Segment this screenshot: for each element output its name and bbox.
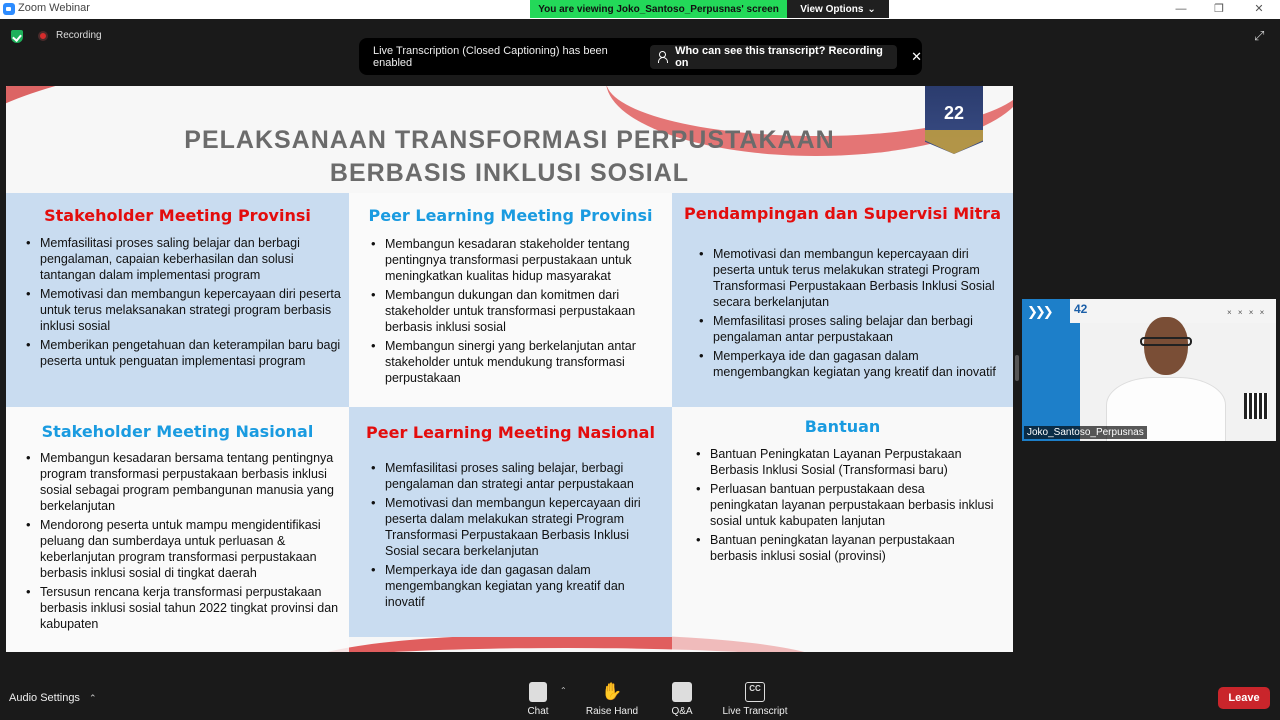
who-can-see-button[interactable] xyxy=(650,45,897,69)
recording-label: Recording xyxy=(56,30,102,41)
raise-hand-button[interactable] xyxy=(572,682,652,717)
list-item: • Mendorong peserta untuk mampu mengidentifikasi peluang dan sumberdaya untuk perluasan & keberlanjutan program transformasi perpustakaan berbasis inklusi sosial di tingkat daerah xyxy=(26,517,341,581)
cell-stakeholder-meeting-provinsi xyxy=(6,193,349,407)
bullet-list xyxy=(26,450,341,635)
arrow-graphic-icon: ❯❯❯ xyxy=(1027,304,1051,319)
security-shield-icon[interactable] xyxy=(11,30,23,43)
zoom-logo-icon xyxy=(3,3,15,15)
chat-icon xyxy=(529,682,547,702)
cell-bantuan xyxy=(672,407,1013,652)
cell-peer-learning-meeting-nasional xyxy=(349,407,672,637)
chat-label: Chat xyxy=(527,706,549,717)
bullet-list xyxy=(699,246,1004,383)
raise-hand-label: Raise Hand xyxy=(585,706,639,717)
anniversary-logo-icon: 42 xyxy=(1074,302,1088,316)
live-transcript-button[interactable] xyxy=(715,682,795,717)
bullet-list xyxy=(371,460,663,613)
hand-icon: ✋ xyxy=(601,682,623,701)
list-item: • Membangun dukungan dan komitmen dari stakeholder untuk transformasi perpustakaan berbasis inklusi sosial xyxy=(371,287,663,335)
list-item: • Bantuan Peningkatan Layanan Perpustakaan Berbasis Inklusi Sosial (Transformasi baru) xyxy=(696,446,996,478)
cell-heading: Stakeholder Meeting Nasional xyxy=(41,422,314,441)
participant-name: Joko_Santoso_Perpusnas xyxy=(1024,426,1147,439)
list-item: • Membangun kesadaran stakeholder tentang pentingnya transformasi perpustakaan untuk meningkatkan kualitas hidup masyarakat xyxy=(371,236,663,284)
shared-screen-slide xyxy=(6,86,1013,652)
participant-video-tile[interactable] xyxy=(1022,299,1276,441)
transcription-notification xyxy=(359,38,922,75)
list-item: • Memberikan pengetahuan dan keterampilan baru bagi peserta untuk penguatan implementasi program xyxy=(26,337,341,369)
recording-icon xyxy=(38,31,48,41)
window-titlebar xyxy=(0,0,1280,19)
caret-up-icon: ⌃ xyxy=(89,693,97,703)
list-item: • Memfasilitasi proses saling belajar dan berbagi pengalaman, capaian keberhasilan dan solusi tantangan dalam implementasi program xyxy=(26,235,341,283)
who-can-see-label: Who can see this transcript? Recording on xyxy=(675,44,883,69)
notification-message: Live Transcription (Closed Captioning) has been enabled xyxy=(373,44,608,69)
slide-title-line1: PELAKSANAAN TRANSFORMASI PERPUSTAKAAN xyxy=(184,126,835,154)
fullscreen-icon[interactable]: ⤢ xyxy=(1254,28,1265,43)
participant-person xyxy=(1130,315,1202,411)
list-item: • Memotivasi dan membangun kepercayaan diri peserta untuk terus melaksanakan strategi program berbasis inklusi sosial xyxy=(26,286,341,334)
slide-title xyxy=(6,124,1013,190)
list-item: • Memotivasi dan membangun kepercayaan diri peserta untuk terus melakukan strategi Program Transformasi Perpustakaan Berbasis Inklusi Sosial secara berkelanjutan xyxy=(699,246,1004,310)
bullet-list xyxy=(26,235,341,372)
close-notification-icon[interactable]: ✕ xyxy=(911,48,922,64)
decor-dots-icon: × × × × xyxy=(1227,308,1267,317)
cell-heading: Pendampingan dan Supervisi Mitra xyxy=(684,204,1001,223)
cell-peer-learning-meeting-provinsi xyxy=(349,193,672,407)
slide-title-line2: BERBASIS INKLUSI SOSIAL xyxy=(329,159,690,187)
panel-resize-handle[interactable] xyxy=(1015,355,1019,381)
close-window-button[interactable]: ✕ xyxy=(1254,3,1264,15)
cell-pendampingan-supervisi-mitra xyxy=(672,193,1013,407)
qa-label: Q&A xyxy=(671,706,693,717)
bullet-list xyxy=(696,446,996,567)
cell-heading: Bantuan xyxy=(804,417,881,436)
list-item: • Perluasan bantuan perpustakaan desa peningkatan layanan perpustakaan berbasis inklusi sosial untuk kabupaten lanjutan xyxy=(696,481,996,529)
list-item: • Memperkaya ide dan gagasan dalam mengembangkan kegiatan yang kreatif dan inovatif xyxy=(699,348,1004,380)
live-transcript-label: Live Transcript xyxy=(722,706,788,717)
participant-head xyxy=(1144,317,1188,375)
list-item: • Memfasilitasi proses saling belajar, berbagi pengalaman dan strategi antar perpustakaan xyxy=(371,460,663,492)
list-item: • Memfasilitasi proses saling belajar dan berbagi pengalaman antar perpustakaan xyxy=(699,313,1004,345)
view-options-button[interactable] xyxy=(787,0,889,18)
view-options-label: View Options xyxy=(800,3,864,15)
qa-icon xyxy=(672,682,692,702)
closed-caption-icon: CC xyxy=(745,682,765,702)
qa-button[interactable] xyxy=(642,682,722,717)
screen-share-banner: You are viewing Joko_Santoso_Perpusnas' screen xyxy=(530,0,787,18)
glasses xyxy=(1140,337,1192,346)
list-item: • Membangun sinergi yang berkelanjutan antar stakeholder untuk mendukung transformasi perpustakaan xyxy=(371,338,663,386)
audio-settings-button[interactable] xyxy=(9,692,97,704)
bullet-list xyxy=(371,236,663,389)
audio-settings-label: Audio Settings xyxy=(9,692,80,704)
chat-options-caret-icon[interactable]: ⌃ xyxy=(560,686,567,695)
app-title: Zoom Webinar xyxy=(18,2,90,14)
list-item: • Memperkaya ide dan gagasan dalam mengembangkan kegiatan yang kreatif dan inovatif xyxy=(371,562,663,610)
list-item: • Bantuan peningkatan layanan perpustakaan berbasis inklusi sosial (provinsi) xyxy=(696,532,996,564)
cell-heading: Peer Learning Meeting Nasional xyxy=(366,423,655,442)
page-number: 22 xyxy=(943,103,965,123)
qr-code-icon xyxy=(1244,393,1268,419)
list-item: • Memotivasi dan membangun kepercayaan diri peserta dalam melakukan strategi Program Transformasi Perpustakaan Berbasis Inklusi Sosial secara berkelanjutan xyxy=(371,495,663,559)
cell-stakeholder-meeting-nasional xyxy=(6,407,349,652)
chevron-down-icon: ⌄ xyxy=(867,3,876,15)
minimize-button[interactable]: — xyxy=(1175,3,1187,15)
cell-heading: Stakeholder Meeting Provinsi xyxy=(44,206,311,225)
people-icon xyxy=(658,51,669,62)
leave-button[interactable]: Leave xyxy=(1218,687,1270,709)
list-item: • Membangun kesadaran bersama tentang pentingnya program transformasi perpustakaan berbasis inklusi sosial sebagai program pembangunan manusia yang berkelanjutan xyxy=(26,450,341,514)
list-item: • Tersusun rencana kerja transformasi perpustakaan berbasis inklusi sosial tahun 2022 tingkat provinsi dan kabupaten xyxy=(26,584,341,632)
restore-button[interactable]: ❐ xyxy=(1214,3,1224,15)
cell-heading: Peer Learning Meeting Provinsi xyxy=(368,206,653,225)
